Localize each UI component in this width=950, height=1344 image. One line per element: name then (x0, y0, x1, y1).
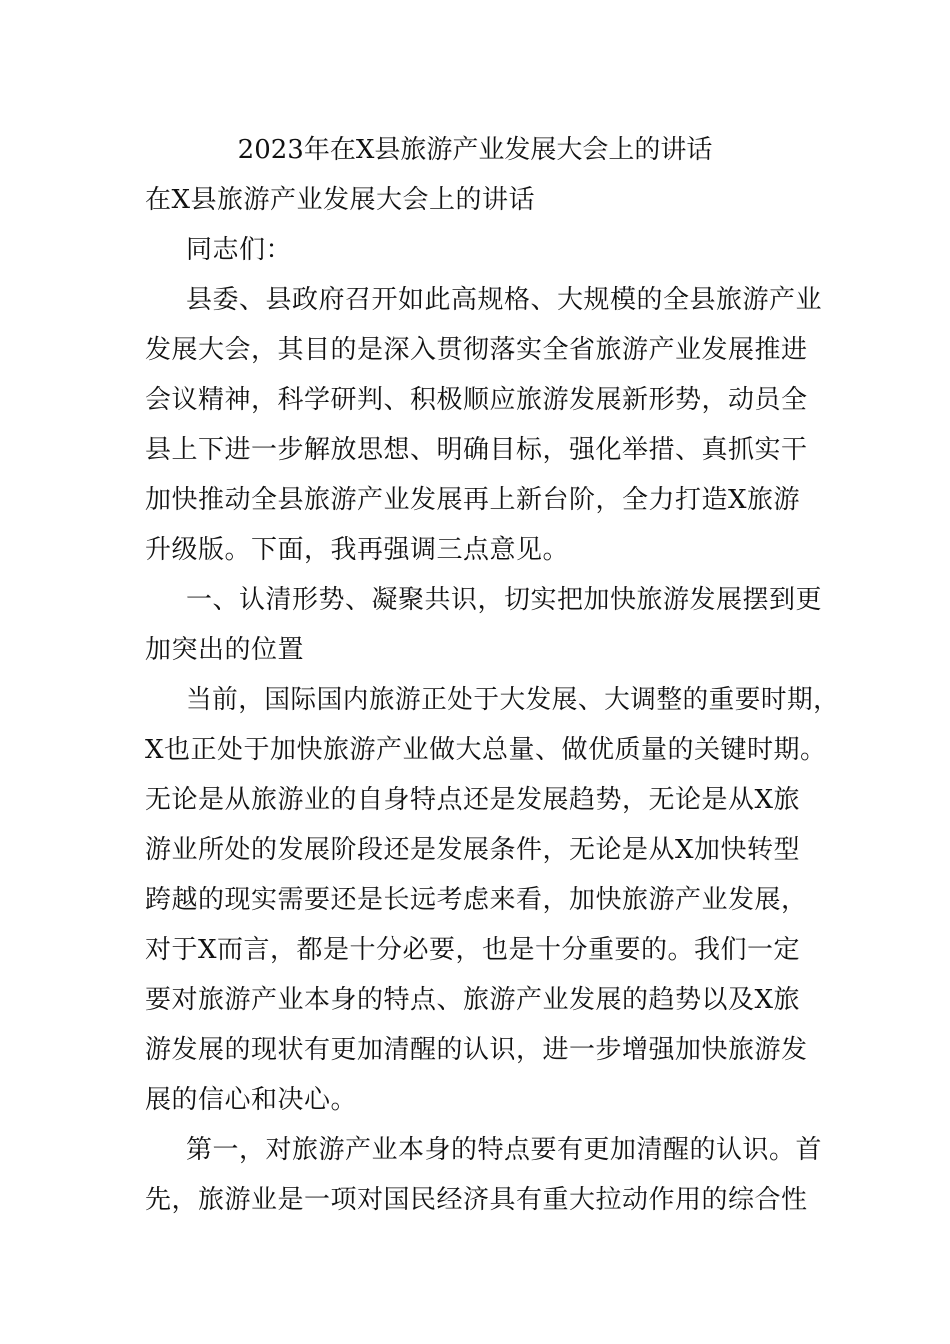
text-line: 无论是从旅游业的自身特点还是发展趋势，无论是从X旅 (145, 785, 801, 815)
text-line: X也正处于加快旅游产业做大总量、做优质量的关键时期。 (145, 735, 827, 765)
text-line: 加快推动全县旅游产业发展再上新台阶，全力打造X旅游 (145, 485, 801, 515)
text-line: 当前，国际国内旅游正处于大发展、大调整的重要时期， (186, 685, 840, 715)
text-line: 升级版。下面，我再强调三点意见。 (145, 535, 570, 565)
text-line: 展的信心和决心。 (145, 1085, 358, 1115)
text-line: 跨越的现实需要还是长远考虑来看，加快旅游产业发展， (145, 885, 808, 915)
text-line: 县上下进一步解放思想、明确目标，强化举措、真抓实干 (145, 435, 808, 465)
text-line: 要对旅游产业本身的特点、旅游产业发展的趋势以及X旅 (145, 985, 801, 1015)
text-line: 游发展的现状有更加清醒的认识，进一步增强加快旅游发 (145, 1035, 808, 1065)
section-heading: 一、认清形势、凝聚共识，切实把加快旅游发展摆到更 (186, 585, 823, 615)
text-line: 县委、县政府召开如此高规格、大规模的全县旅游产业 (186, 285, 823, 315)
text-line: 发展大会，其目的是深入贯彻落实全省旅游产业发展推进 (145, 335, 808, 365)
text-line: 同志们： (186, 235, 293, 265)
document-subtitle: 在X县旅游产业发展大会上的讲话 (145, 185, 536, 215)
text-line: 第一，对旅游产业本身的特点要有更加清醒的认识。首 (186, 1135, 823, 1165)
text-line: 会议精神，科学研判、积极顺应旅游发展新形势，动员全 (145, 385, 808, 415)
text-line: 对于X而言，都是十分必要，也是十分重要的。我们一定 (145, 935, 801, 965)
text-line: 先，旅游业是一项对国民经济具有重大拉动作用的综合性 (145, 1185, 808, 1215)
document-title: 2023年在X县旅游产业发展大会上的讲话 (237, 135, 713, 165)
text-line: 游业所处的发展阶段还是发展条件，无论是从X加快转型 (145, 835, 801, 865)
section-heading: 加突出的位置 (145, 635, 305, 665)
